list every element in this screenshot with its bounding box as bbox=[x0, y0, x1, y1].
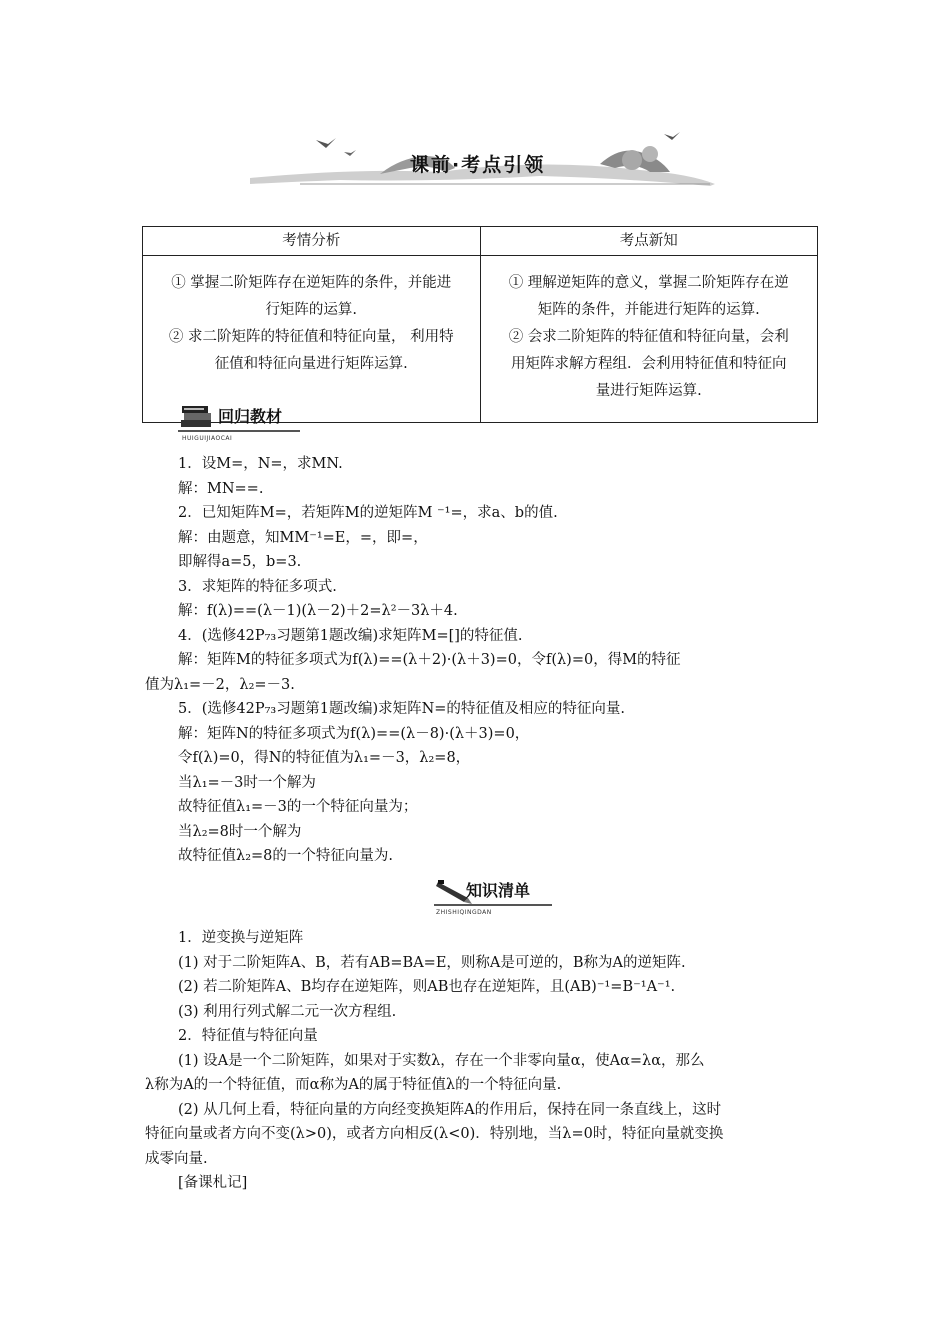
banner-title: 课前·考点引领 bbox=[410, 154, 546, 176]
section-divider bbox=[178, 430, 300, 432]
text-line: 当λ₁=－3时一个解为 bbox=[178, 774, 316, 791]
section-header-review bbox=[178, 402, 300, 442]
section-pinyin: ZHISHIQINGDAN bbox=[436, 909, 492, 916]
text-line: 1．设M=，N=，求MN. bbox=[178, 456, 343, 472]
section-divider bbox=[434, 904, 552, 906]
text-line: 解：MN==. bbox=[178, 480, 264, 497]
section-title: 回归教材 bbox=[218, 407, 283, 426]
section-pinyin: HUIGUIJIAOCAI bbox=[182, 435, 233, 442]
table-cell-knowledge bbox=[480, 256, 818, 423]
cell-line: 行矩阵的运算. bbox=[265, 302, 358, 318]
text-line: (1) 对于二阶矩阵A、B，若有AB=BA=E，则称A是可逆的，B称为A的逆矩阵. bbox=[178, 954, 686, 971]
section-banner bbox=[240, 128, 720, 192]
books-icon bbox=[178, 402, 218, 432]
table-header-cell: 考点新知 bbox=[480, 227, 818, 256]
knowledge-content bbox=[145, 926, 825, 1196]
review-content bbox=[145, 452, 825, 869]
text-line: λ称为A的一个特征值，而α称为A的属于特征值λ的一个特征向量. bbox=[145, 1077, 562, 1093]
cell-line: ① 掌握二阶矩阵存在逆矩阵的条件，并能进 bbox=[171, 275, 452, 291]
text-line: 成零向量. bbox=[145, 1150, 208, 1167]
section-header-knowledge bbox=[434, 876, 552, 916]
text-line: 解：f(λ)==(λ－1)(λ－2)＋2=λ²－3λ＋4. bbox=[178, 603, 458, 619]
text-line: 当λ₂=8时一个解为 bbox=[178, 823, 302, 840]
table-header-row bbox=[143, 227, 818, 256]
text-line: 解：由题意，知MM⁻¹=E，=，即=， bbox=[178, 529, 428, 546]
section-title: 知识清单 bbox=[466, 881, 531, 900]
text-line: 解：矩阵N的特征多项式为f(λ)==(λ－8)·(λ＋3)=0， bbox=[178, 725, 530, 742]
exam-analysis-table bbox=[142, 226, 818, 423]
cell-line: 用矩阵求解方程组．会利用特征值和特征向 bbox=[511, 356, 787, 372]
cell-line: ② 求二阶矩阵的特征值和特征向量， 利用特 bbox=[168, 329, 454, 345]
text-line: 4．(选修42P₇₃习题第1题改编)求矩阵M=[]的特征值. bbox=[178, 627, 523, 644]
text-line: 故特征值λ₂=8的一个特征向量为. bbox=[178, 848, 393, 864]
table-header-cell: 考情分析 bbox=[143, 227, 481, 256]
table-cell-analysis bbox=[143, 256, 481, 423]
text-line: 令f(λ)=0，得N的特征值为λ₁=－3，λ₂=8， bbox=[178, 750, 471, 766]
text-line: (1) 设A是一个二阶矩阵，如果对于实数λ，存在一个非零向量α，使Aα=λα，那么 bbox=[178, 1052, 705, 1069]
text-line: 5．(选修42P₇₃习题第1题改编)求矩阵N=的特征值及相应的特征向量. bbox=[178, 701, 626, 717]
text-line: 3．求矩阵的特征多项式. bbox=[178, 578, 337, 595]
text-line: 1．逆变换与逆矩阵 bbox=[178, 930, 304, 946]
cell-line: 征值和特征向量进行矩阵运算. bbox=[214, 356, 408, 372]
text-line: (3) 利用行列式解二元一次方程组. bbox=[178, 1003, 397, 1020]
text-line: 即解得a=5，b=3. bbox=[178, 554, 302, 570]
text-line: (2) 若二阶矩阵A、B均存在逆矩阵，则AB也存在逆矩阵，且(AB)⁻¹=B⁻¹A⁻¹. bbox=[178, 979, 676, 995]
text-line: 故特征值λ₁=－3的一个特征向量为； bbox=[178, 799, 418, 815]
text-line: 值为λ₁=－2，λ₂=－3. bbox=[145, 676, 295, 693]
table-row bbox=[143, 256, 818, 423]
text-line: 2．已知矩阵M=，若矩阵M的逆矩阵M ⁻¹=，求a、b的值. bbox=[178, 505, 558, 521]
cell-line: 量进行矩阵运算. bbox=[595, 383, 702, 399]
cell-line: ② 会求二阶矩阵的特征值和特征向量，会利 bbox=[508, 329, 789, 345]
cell-line: ① 理解逆矩阵的意义，掌握二阶矩阵存在逆 bbox=[508, 275, 789, 291]
text-line: 2．特征值与特征向量 bbox=[178, 1028, 318, 1044]
text-line: (2) 从几何上看，特征向量的方向经变换矩阵A的作用后，保持在同一条直线上，这时 bbox=[178, 1101, 722, 1118]
text-line: [备课札记] bbox=[178, 1175, 248, 1191]
cell-line: 矩阵的条件，并能进行矩阵的运算. bbox=[537, 302, 760, 318]
text-line: 解：矩阵M的特征多项式为f(λ)==(λ＋2)·(λ＋3)=0，令f(λ)=0，得M的特征 bbox=[178, 652, 681, 668]
text-line: 特征向量或者方向不变(λ>0)，或者方向相反(λ<0)．特别地，当λ=0时，特征向量就变换 bbox=[145, 1126, 724, 1142]
